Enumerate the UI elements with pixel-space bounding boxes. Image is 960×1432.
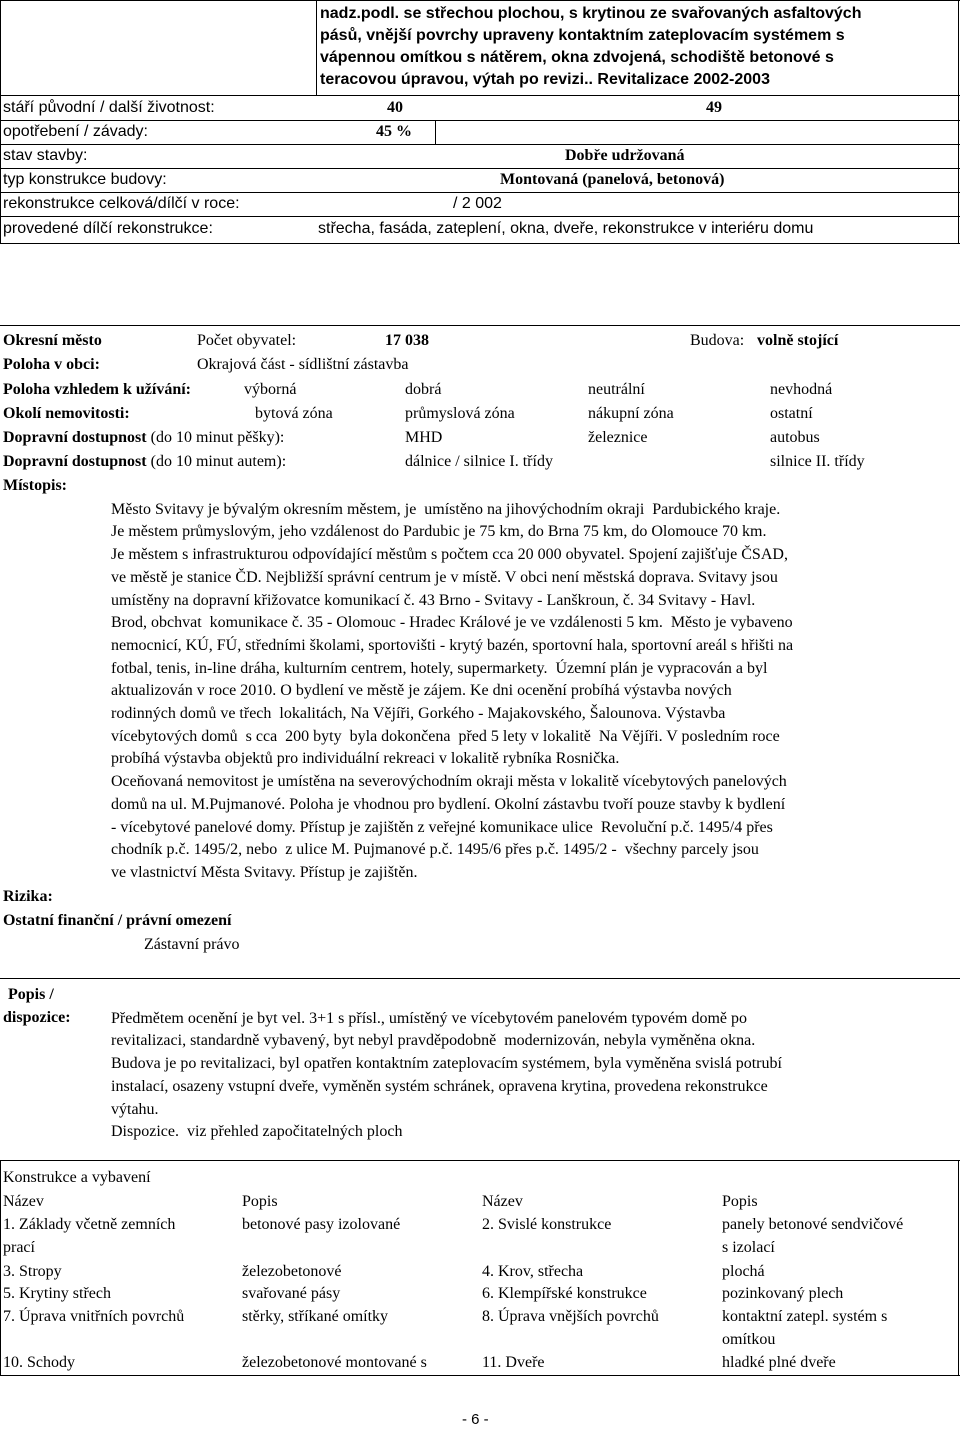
building-type-value: volně stojící [757,332,839,349]
mistopis-line: Je městem průmyslovým, jeho vzdálenost do Pardubic je 75 km, do Brna 75 km, do Olomouce 70 km. [111,523,767,541]
usage-option [405,380,441,401]
popis-text [111,985,782,1167]
usage-option [588,380,645,401]
type-value: Montovaná (panelová, betonová) [500,171,725,188]
position-in-town-label: Poloha v obci: [3,356,100,373]
option-label: průmyslová zóna [405,405,515,422]
popis-line: Dispozice. viz přehled započitatelných ploch [111,1123,403,1141]
table-cell: 6. Klempířské konstrukce [482,1285,647,1302]
frame-left [0,0,1,244]
table-cell: železobetonové montované s [242,1354,427,1371]
state-value: Dobře udržovaná [565,147,685,164]
mistopis-line: Oceňovaná nemovitost je umístěna na severovýchodním okraji města v lokalitě vícebytových panelových [111,773,787,791]
table-cell: pozinkovaný plech [722,1285,844,1302]
transport-car-label [3,452,286,473]
mistopis-line: nemocnicí, KÚ, FÚ, středními školami, sportovišti - krytý bazén, sportovní hala, sportovní areál s hřišti na [111,636,794,654]
frame-col [316,0,317,95]
table-cell: kontaktní zatepl. systém s [722,1308,888,1325]
restrictions-value: Zástavní právo [144,936,240,953]
page-number: - 6 - [462,1411,489,1428]
transport-walk-label-rest: (do 10 minut pěšky): [146,429,285,446]
frame-row4 [0,168,960,169]
mistopis-line: umístěny na dopravní křižovatce komunikací č. 43 Brno - Svitavy - Lanškroun, č. 34 Svitavy - Havl. [111,591,756,609]
partial-reconstruction-value: střecha, fasáda, zateplení, okna, dveře, rekonstrukce v interiéru domu [318,220,814,237]
usage-option [770,380,832,401]
konstrukce-border-top [0,1160,960,1161]
okresni-mesto: Okresní město [3,332,102,349]
table-cell: 8. Úprava vnějších povrchů [482,1308,659,1325]
transport-walk-option [770,428,820,449]
popis-line: Budova je po revitalizaci, byl opatřen kontaktním zateplovacím systémem, byla vyměněna svislá potrubí [111,1055,782,1073]
frame-right [958,0,959,244]
table-cell: hladké plné dveře [722,1354,836,1371]
mistopis-line: Město Svitavy je bývalým okresním městem, je umístěno na jihovýchodním okraji Pardubického kraje. [111,500,781,518]
frame-top [0,0,960,1]
transport-car-option [770,452,865,473]
option-label: silnice II. třídy [770,453,865,470]
konstrukce-header-desc-1: Popis [242,1193,278,1210]
option-label: autobus [770,429,820,446]
table-cell: 10. Schody [3,1354,75,1371]
transport-car-label-rest: (do 10 minut autem): [146,453,287,470]
table-cell: prací [3,1239,35,1256]
top-line: nadz.podl. se střechou plochou, s krytinou ze svařovaných asfaltových [320,5,862,22]
table-cell: 5. Krytiny střech [3,1285,111,1302]
option-label: neutrální [588,381,645,398]
option-label: nákupní zóna [588,405,674,422]
popis-line: instalací, osazeny vstupní dveře, vyměněn systém schránek, opravena krytina, provedena rekonstrukce [111,1077,768,1095]
reconstruction-label: rekonstrukce celková/dílčí v roce: [3,195,240,212]
popis-label-1: Popis / [8,986,54,1003]
frame-row5 [0,192,960,193]
table-cell: železobetonové [242,1263,342,1280]
top-description [320,3,861,91]
position-in-town-value: Okrajová část - sídlištní zástavba [197,356,409,373]
option-label: nevhodná [770,381,833,398]
transport-walk-label [3,428,284,449]
table-cell: svařované pásy [242,1285,341,1302]
mistopis-line: chodník p.č. 1495/2, nebo z ulice M. Pujmanové p.č. 1495/6 přes p.č. 1495/2 - všechny parcely jsou [111,841,759,859]
konstrukce-header-desc-2: Popis [722,1193,758,1210]
mistopis-line: vícebytových domů s cca 200 byty byla dokončena před 5 lety v lokalitě Na Vějíři. V posledním roce [111,727,780,745]
top-line: vápennou omítkou s nátěrem, okna zdvojená, schodiště betonové s [320,49,834,66]
frame-row2 [0,120,960,121]
table-cell: 1. Základy včetně zemních [3,1216,176,1233]
wear-label: opotřebení / závady: [3,123,148,140]
konstrukce-title: Konstrukce a vybavení [3,1169,151,1186]
table-cell: panely betonové sendvičové [722,1216,904,1233]
transport-walk-label-bold: Dopravní dostupnost [3,429,147,446]
surroundings-label: Okolí nemovitosti: [3,405,130,422]
frame-row6 [0,216,960,217]
state-label: stav stavby: [3,147,88,164]
age-label: stáří původní / další životnost: [3,99,215,116]
option-label: dobrá [405,381,442,398]
transport-walk-option [405,428,442,449]
popis-line: revitalizaci, standardně vybavený, byt nebyl pravděpodobně modernizován, nebyla vyměněna okna. [111,1032,756,1050]
mistopis-line: domů na ul. M.Pujmanové. Poloha je vhodnou pro bydlení. Okolní zástavbu tvoří pouze stavby k bydlení [111,795,786,813]
option-label: bytová zóna [255,405,333,422]
konstrukce-border-bottom [0,1375,960,1376]
surroundings-option [405,404,515,425]
building-type-label: Budova: [690,332,745,349]
option-label: ostatní [770,405,813,422]
age-next: 49 [706,99,722,116]
table-cell: 4. Krov, střecha [482,1263,584,1280]
table-cell: betonové pasy izolované [242,1216,401,1233]
table-cell: omítkou [722,1331,776,1348]
restrictions-label: Ostatní finanční / právní omezení [3,912,232,929]
mistopis-line: Je městem s infrastrukturou odpovídající městům s počtem cca 20 000 obyvatel. Spojení zajišťuje ČSAD, [111,546,788,564]
table-cell: stěrky, stříkané omítky [242,1308,389,1325]
popis-line: výtahu. [111,1100,159,1118]
wear-value: 45 % [376,123,412,140]
table-cell: 7. Úprava vnitřních povrchů [3,1308,185,1325]
transport-walk-option [588,428,648,449]
popis-label-2: dispozice: [3,1009,71,1026]
population-value: 17 038 [385,332,429,349]
mistopis-text [111,476,793,907]
transport-car-option [405,452,553,473]
mistopis-line: Brod, obchvat komunikace č. 35 - Olomouc - Hradec Králové je ve vzdálenosti 5 km. Město je vybaveno [111,614,793,632]
mistopis-label: Místopis: [3,477,67,494]
table-cell: 2. Svislé konstrukce [482,1216,612,1233]
table-cell: s izolací [722,1239,775,1256]
mistopis-line: rodinných domů ve třech lokalitách, Na Vějíři, Gorkého - Majakovského, Šalounova. Výstavba [111,705,726,723]
mistopis-line: ve městě je stanice ČD. Nejbližší správní centrum je v místě. V obci není městská doprava. Svitavy jsou [111,568,778,586]
option-label: výborná [244,381,297,398]
age-original: 40 [387,99,403,116]
mistopis-line: ve vlastnictví Města Svitavy. Přístup je zajištěn. [111,863,418,881]
option-label: MHD [405,429,443,446]
mistopis-line: probíhá výstavba objektů pro individuální rekreaci v lokalitě rybníka Rosnička. [111,750,620,768]
frame-row1 [0,95,960,96]
mistopis-line: - vícebytové panelové domy. Přístup je zajištěn z veřejné komunikace ulice Revoluční p.č. 1495/4 přes [111,818,773,836]
surroundings-option [588,404,674,425]
reconstruction-value: / 2 002 [453,195,502,212]
partial-reconstruction-label: provedené dílčí rekonstrukce: [3,220,213,237]
location-top-border [0,325,960,326]
table-cell: 3. Stropy [3,1263,62,1280]
table-cell: plochá [722,1263,765,1280]
popis-border-top [0,978,960,979]
mistopis-line: fotbal, tenis, in-line dráha, kulturním centrem, hotely, supermarkety. Územní plán je vypracován a byl [111,659,768,677]
usage-position-label: Poloha vzhledem k užívání: [3,381,192,398]
konstrukce-border-left [0,1160,1,1376]
option-label: dálnice / silnice I. třídy [405,453,553,470]
population-label: Počet obyvatel: [197,332,297,349]
option-label: železnice [588,429,648,446]
frame-row7 [0,243,960,244]
surroundings-option [255,404,333,425]
popis-line: Předmětem ocenění je byt vel. 3+1 s přísl., umístěný ve vícebytovém panelovém typovém domě po [111,1009,747,1027]
mistopis-line: aktualizován v roce 2010. O bydlení ve městě je zájem. Ke dni ocenění probíhá výstavba nových [111,682,732,700]
konstrukce-header-name-1: Název [3,1193,44,1210]
usage-option [244,380,296,401]
frame-row3 [0,144,960,145]
top-line: teracovou úpravou, výtah po revizi.. Revitalizace 2002-2003 [320,71,770,88]
type-label: typ konstrukce budovy: [3,171,167,188]
konstrukce-border-right [958,1160,959,1376]
konstrukce-header-name-2: Název [482,1193,523,1210]
transport-car-label-bold: Dopravní dostupnost [3,453,147,470]
table-cell: 11. Dveře [482,1354,545,1371]
frame-col-wear [435,120,436,144]
top-line: pásů, vnější povrchy upraveny kontaktním zateplovacím systémem s [320,27,845,44]
risks-label: Rizika: [3,888,53,905]
surroundings-option [770,404,813,425]
